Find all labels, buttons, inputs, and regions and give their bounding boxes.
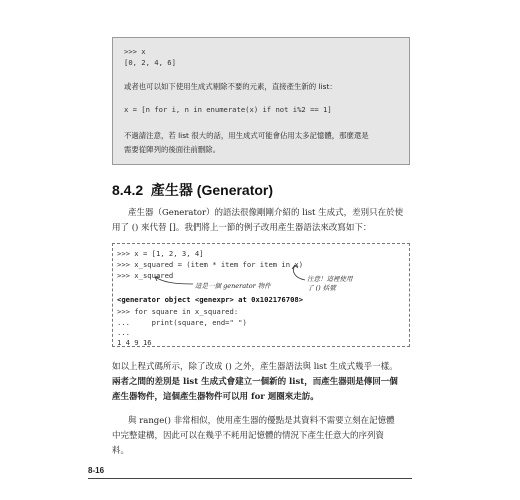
arrowhead: [292, 265, 298, 269]
code-line: >>> x_squared: [117, 271, 174, 280]
page-number: 8-16: [88, 466, 105, 475]
code-line: ...: [117, 328, 130, 337]
paragraph-range: [112, 414, 412, 459]
paragraph-line: 產生器（Generator）的語法很像剛剛介紹的 list 生成式，差別只在於使: [128, 208, 404, 218]
arrow-to-output: [155, 277, 193, 284]
text-line: 或者也可以如下使用生成式剔除不要的元素，直接產生新的 list：: [124, 82, 337, 91]
top-code-box: [112, 37, 410, 165]
generator-code-box: [112, 243, 410, 347]
text-line: 需要從陣列的後面往前刪除。: [124, 145, 221, 154]
code-output: <generator object <genexpr> at 0x102176708>: [117, 295, 304, 304]
annotation-generator: 這是一個 generator 物件: [195, 282, 271, 290]
section-heading: [112, 180, 273, 200]
paragraph-line: 與 range() 非常相似，使用產生器的優點是其資料不需要立刻在記憶體: [128, 416, 395, 426]
page-divider: [88, 478, 412, 479]
code-line: ... print(square, end=" "): [117, 318, 247, 327]
code-line: [0, 2, 4, 6]: [124, 58, 176, 67]
section-number: 8.4.2: [112, 182, 144, 198]
paragraph-intro: [112, 206, 412, 236]
code-line: >>> for square in x_squared:: [117, 307, 239, 316]
paragraph-line: 用了 () 來代替 []。我們將上一節的例子改用產生器語法來改寫如下：: [112, 223, 372, 233]
paragraph-line: 如以上程式碼所示，除了改成 () 之外，產生器語法與 list 生成式幾乎一樣。: [112, 362, 398, 372]
code-line: 1 4 9 16: [117, 338, 152, 347]
text-line: 不過請注意，若 list 很大的話，用生成式可能會佔用太多記憶體，那麼還是: [124, 131, 369, 140]
paragraph-line: 料。: [112, 446, 130, 456]
code-line: x = [n for i, n in enumerate(x) if not i%2 == 1]: [124, 105, 332, 114]
code-line: >>> x: [124, 47, 146, 56]
annotation-arrows: [113, 244, 409, 346]
code-line: >>> x = [1, 2, 3, 4]: [117, 249, 204, 258]
arrow-to-paren: [293, 265, 305, 280]
paragraph-line: 中完整建構，因此可以在幾乎不耗用記憶體的情況下產生任意大的序列資: [112, 431, 385, 441]
paragraph-line-bold: 兩者之間的差別是 list 生成式會建立一個新的 list，而產生器則是傳回一個: [112, 377, 398, 387]
annotation-parentheses-line1: 注意！這裡使用: [307, 275, 353, 283]
paragraph-line-bold: 產生器物件，這個產生器物件可以用 for 迴圈來走訪。: [112, 392, 319, 402]
code-line: >>> x_squared = (item * item for item in x): [117, 260, 304, 269]
annotation-parentheses-line2: 了 () 括號: [307, 284, 336, 292]
section-title: 產生器 (Generator): [150, 182, 274, 198]
paragraph-difference: [112, 360, 412, 405]
